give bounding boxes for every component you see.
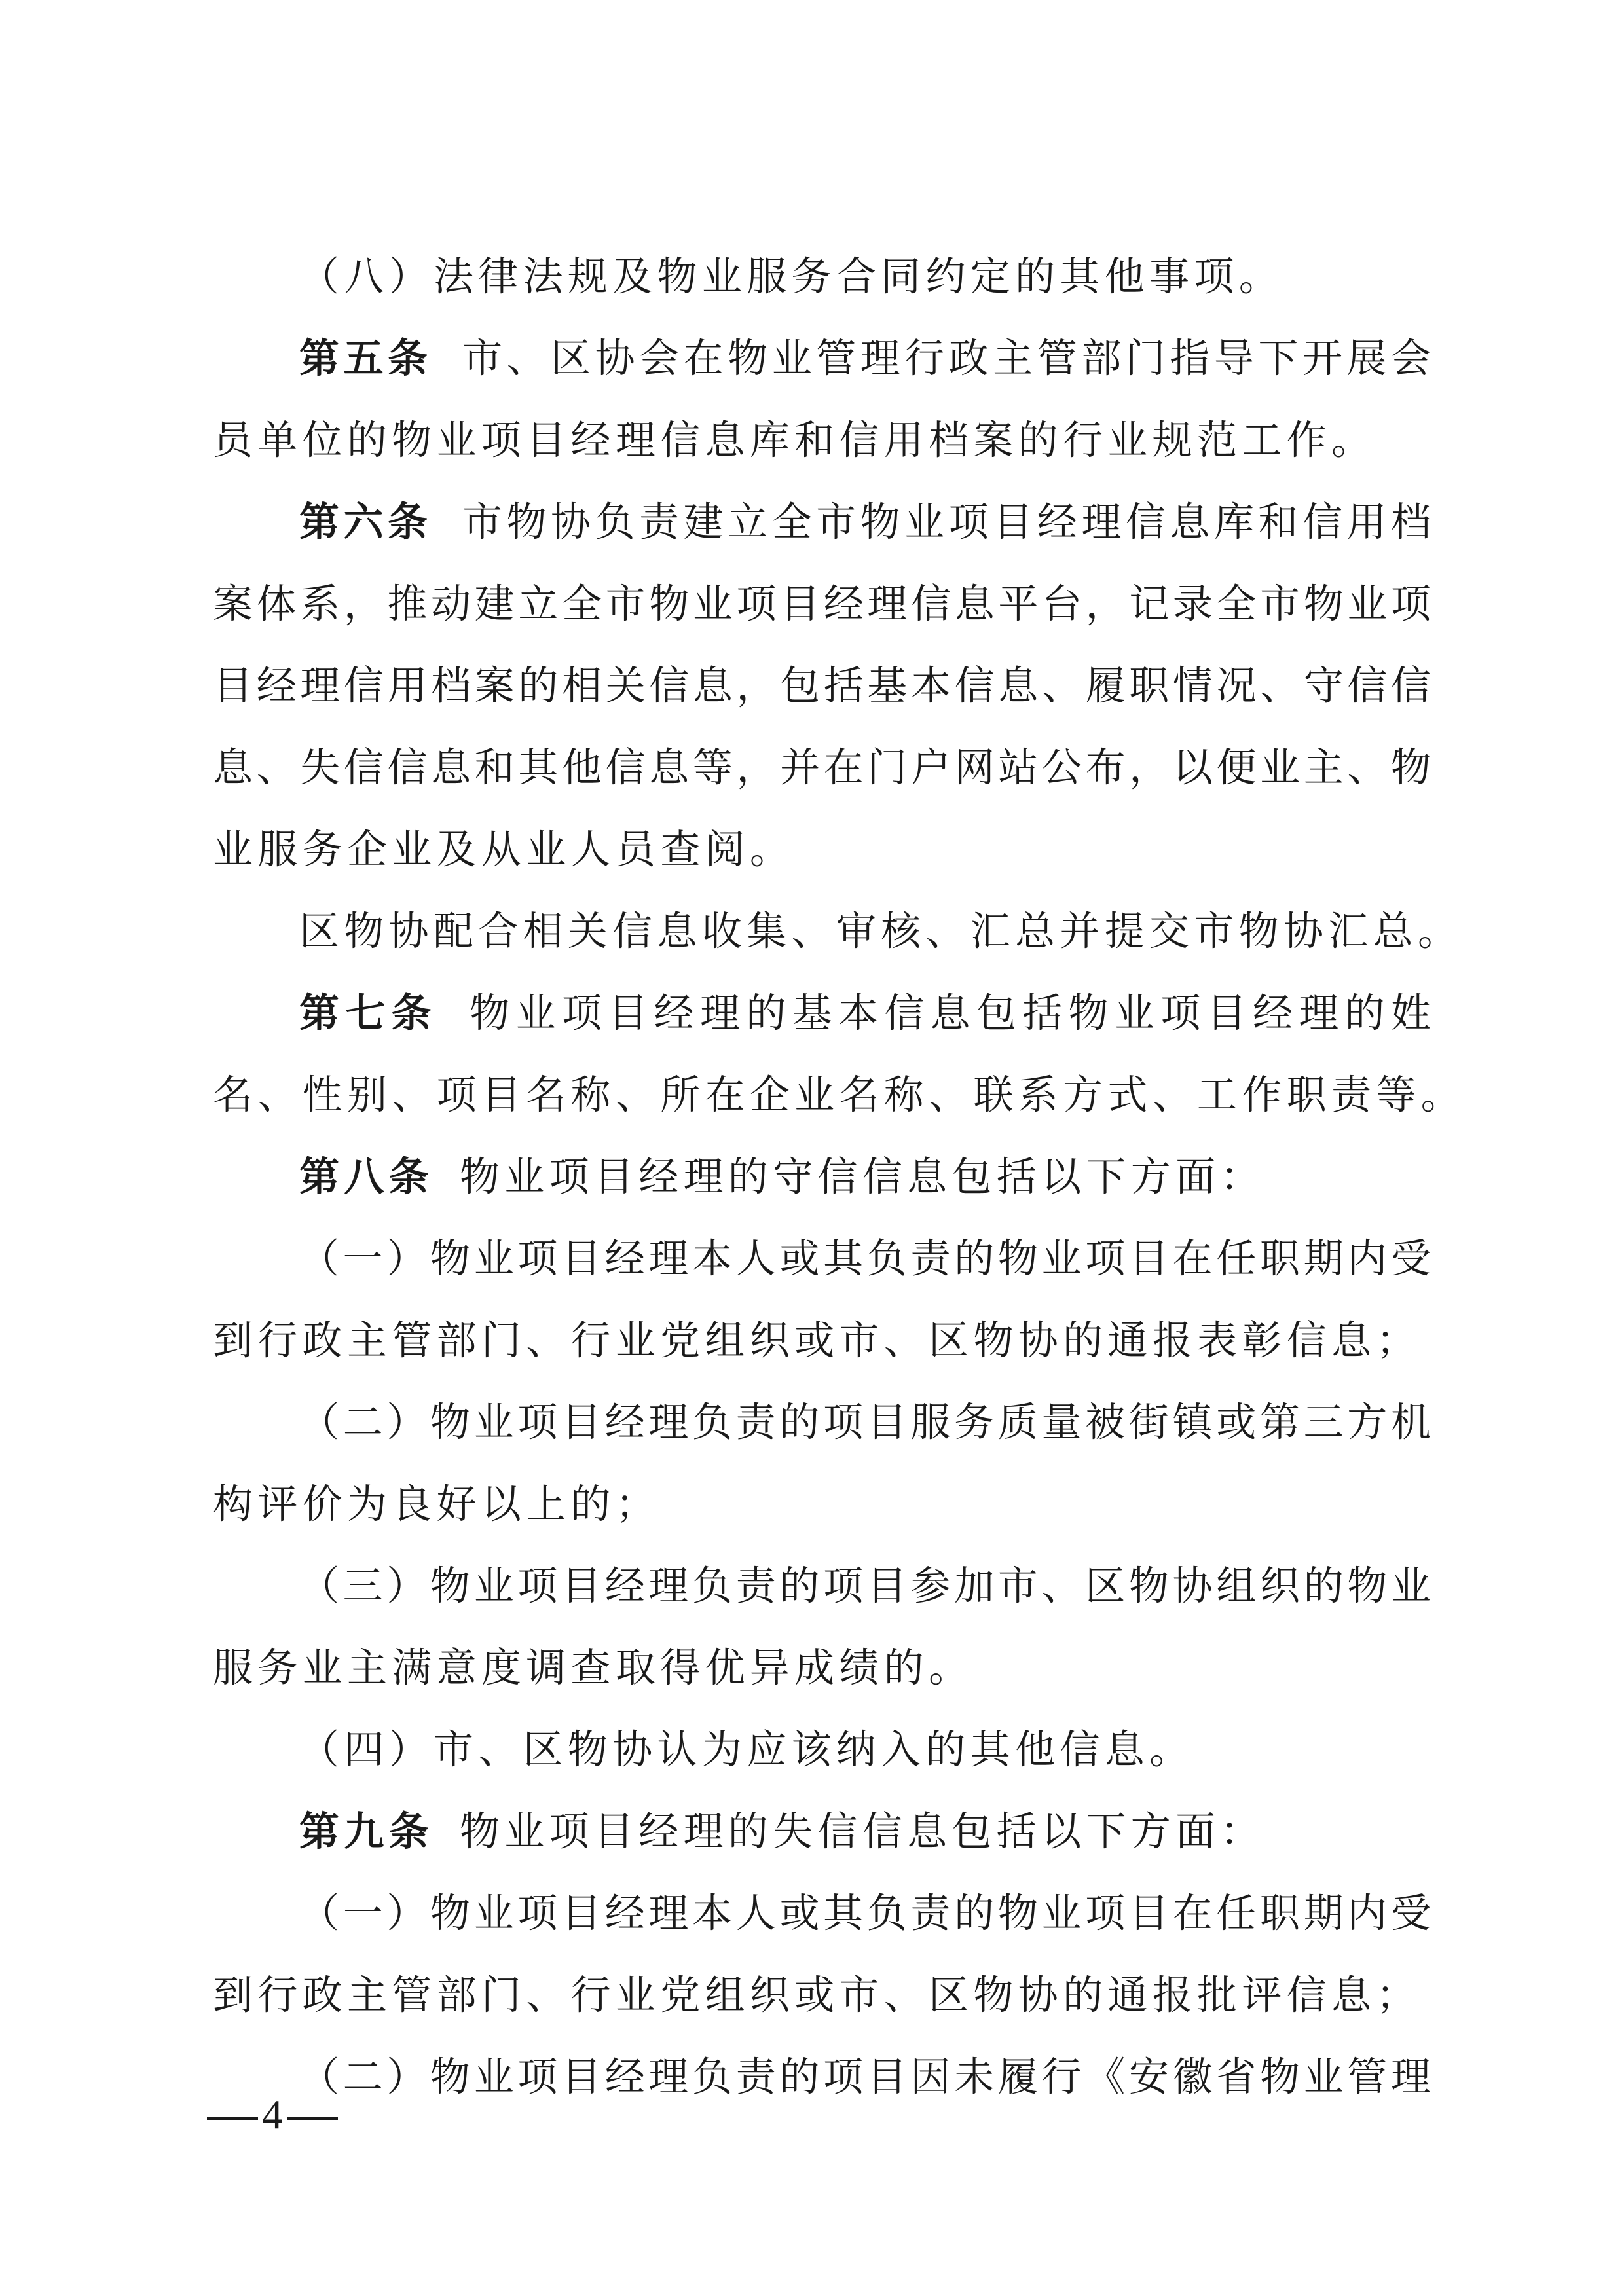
line-text: （三）物业项目经理负责的项目参加市、区物协组织的物业 [299, 1563, 1431, 1609]
article-heading-line [213, 972, 1431, 1054]
paragraph-line [213, 727, 1431, 809]
paragraph-line [213, 1300, 1431, 1381]
line-text: 业服务企业及从业人员查阅。 [213, 826, 795, 873]
line-text: （一）物业项目经理本人或其负责的物业项目在任职期内受 [299, 1890, 1431, 1937]
paragraph-line [213, 809, 1431, 890]
page-number-dash-right [287, 2117, 338, 2120]
page-number: 4 [262, 2091, 283, 2138]
article-heading-line [213, 1136, 1431, 1218]
line-text: 员单位的物业项目经理信息库和信用档案的行业规范工作。 [213, 417, 1376, 464]
list-item-line [213, 1709, 1431, 1791]
line-text: 区物协配合相关信息收集、审核、汇总并提交市物协汇总。 [299, 908, 1463, 955]
paragraph-line [213, 645, 1431, 727]
article-number: 第八条 [299, 1154, 434, 1200]
line-text: （二）物业项目经理负责的项目服务质量被街镇或第三方机 [299, 1399, 1431, 1446]
page-number-footer [203, 2088, 342, 2141]
line-text: （八）法律法规及物业服务合同约定的其他事项。 [299, 253, 1284, 300]
line-text: 到行政主管部门、行业党组织或市、区物协的通报批评信息； [213, 1972, 1421, 2018]
paragraph-line [213, 236, 1431, 318]
line-text: 息、失信信息和其他信息等，并在门户网站公布，以便业主、物 [213, 744, 1431, 791]
line-text: （二）物业项目经理负责的项目因未履行《安徽省物业管理 [299, 2054, 1431, 2100]
line-text: 服务业主满意度调查取得优异成绩的。 [213, 1645, 974, 1691]
document-body [213, 236, 1466, 2118]
paragraph-line [213, 399, 1431, 481]
article-number: 第七条 [299, 990, 437, 1036]
line-text: 市、区协会在物业管理行政主管部门指导下开展会 [458, 335, 1431, 382]
line-text: 物业项目经理的守信信息包括以下方面： [459, 1154, 1265, 1200]
line-text: （一）物业项目经理本人或其负责的物业项目在任职期内受 [299, 1235, 1431, 1282]
paragraph-line [213, 1954, 1431, 2036]
line-text: 物业项目经理的基本信息包括物业项目经理的姓 [464, 990, 1431, 1036]
list-item-line [213, 1545, 1431, 1627]
paragraph-line [213, 1463, 1431, 1545]
page-number-dash-left [207, 2117, 258, 2120]
article-number: 第九条 [299, 1808, 434, 1855]
line-text: 构评价为良好以上的； [213, 1481, 661, 1527]
list-item-line [213, 1381, 1431, 1463]
line-text: 市物协负责建立全市物业项目经理信息库和信用档 [458, 499, 1431, 545]
paragraph-line [213, 1627, 1431, 1709]
line-text: 案体系，推动建立全市物业项目经理信息平台，记录全市物业项 [213, 581, 1431, 627]
article-number: 第五条 [299, 335, 432, 382]
line-text: 到行政主管部门、行业党组织或市、区物协的通报表彰信息； [213, 1317, 1421, 1364]
article-heading-line [213, 1791, 1431, 1872]
list-item-line [213, 1218, 1431, 1300]
line-text: 目经理信用档案的相关信息，包括基本信息、履职情况、守信信 [213, 663, 1431, 709]
article-number: 第六条 [299, 499, 432, 545]
paragraph-line [213, 1054, 1466, 1136]
article-heading-line [213, 318, 1431, 399]
line-text: 名、性别、项目名称、所在企业名称、联系方式、工作职责等。 [213, 1072, 1466, 1118]
line-text: 物业项目经理的失信信息包括以下方面： [459, 1808, 1265, 1855]
paragraph-line [213, 890, 1463, 972]
line-text: （四）市、区物协认为应该纳入的其他信息。 [299, 1726, 1194, 1773]
paragraph-line [213, 563, 1431, 645]
list-item-line [213, 1872, 1431, 1954]
article-heading-line [213, 481, 1431, 563]
list-item-line [213, 2036, 1431, 2118]
